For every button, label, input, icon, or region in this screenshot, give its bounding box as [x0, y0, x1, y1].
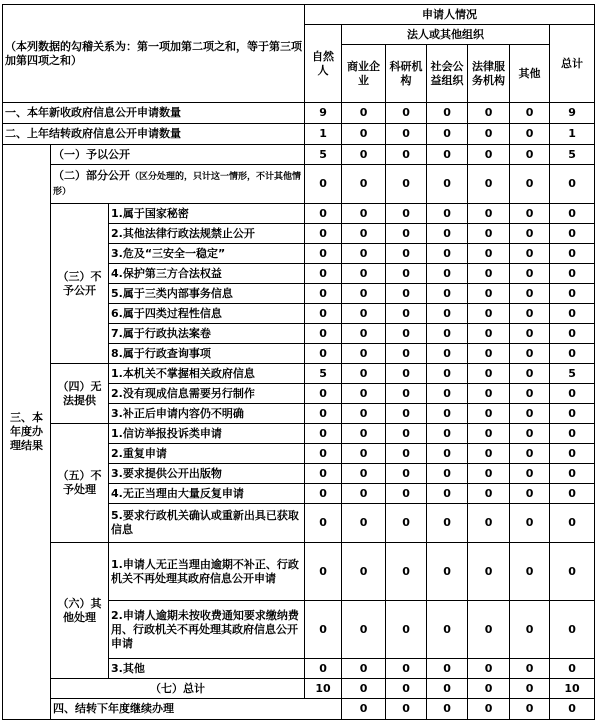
group-label: （六）其他处理 [51, 543, 109, 679]
row-label: 一、本年新收政府信息公开申请数量 [3, 103, 305, 124]
group-label: （五）不予处理 [51, 424, 109, 543]
row-label: 5.属于三类内部事务信息 [109, 284, 305, 304]
row-label: 1.信访举报投诉类申请 [109, 424, 305, 444]
research-header: 科研机构 [386, 45, 427, 103]
row-label: 2.没有现成信息需要另行制作 [109, 384, 305, 404]
group-label: （四）无法提供 [51, 364, 109, 424]
table-row: 6.属于四类过程性信息 0 0 0 0 0 0 0 [3, 304, 595, 324]
table-row: 一、本年新收政府信息公开申请数量 9 0 0 0 0 0 9 [3, 103, 595, 124]
group-label: （三）不予公开 [51, 204, 109, 364]
row-label: 4.无正当理由大量反复申请 [109, 484, 305, 504]
total-header: 总计 [550, 25, 595, 103]
row-label: 四、结转下年度继续办理 [51, 699, 342, 720]
commercial-header: 商业企业 [342, 45, 386, 103]
row-label: 3.危及“三安全一稳定” [109, 244, 305, 264]
row-label: （七）总计 [51, 679, 305, 699]
row-label: 4.保护第三方合法权益 [109, 264, 305, 284]
table-row: （四）无法提供 1.本机关不掌握相关政府信息 5 0 0 0 0 0 5 [3, 364, 595, 384]
table-row: 3.要求提供公开出版物 0 0 0 0 0 0 0 [3, 464, 595, 484]
row-label: 8.属于行政查询事项 [109, 344, 305, 364]
table-row: 2.重复申请 0 0 0 0 0 0 0 [3, 444, 595, 464]
table-row: 二、上年结转政府信息公开申请数量 1 0 0 0 0 0 1 [3, 124, 595, 145]
table-row: 2.申请人逾期未按收费通知要求缴纳费用、行政机关不再处理其政府信息公开申请 0 0 0 0 0 0 0 [3, 601, 595, 659]
row-label: 3.要求提供公开出版物 [109, 464, 305, 484]
table-row: 3.其他 0 0 0 0 0 0 0 [3, 659, 595, 679]
row-label: 5.要求行政机关确认或重新出具已获取信息 [109, 504, 305, 543]
row-label: 2.重复申请 [109, 444, 305, 464]
table-row: （三）不予公开 1.属于国家秘密 0 0 0 0 0 0 0 [3, 204, 595, 224]
table-row: 8.属于行政查询事项 0 0 0 0 0 0 0 [3, 344, 595, 364]
table-row: （五）不予处理 1.信访举报投诉类申请 0 0 0 0 0 0 0 [3, 424, 595, 444]
table-row: 2.没有现成信息需要另行制作 0 0 0 0 0 0 0 [3, 384, 595, 404]
row-label: 二、上年结转政府信息公开申请数量 [3, 124, 305, 145]
table-row: （七）总计 10 0 0 0 0 0 10 [3, 679, 595, 699]
table-row: 2.其他法律行政法规禁止公开 0 0 0 0 0 0 0 [3, 224, 595, 244]
table-row: 5.要求行政机关确认或重新出具已获取信息 0 0 0 0 0 0 0 [3, 504, 595, 543]
applicant-situation-header: 申请人情况 [305, 5, 595, 25]
row-label: （一）予以公开 [51, 145, 305, 165]
row-label: 1.申请人无正当理由逾期不补正、行政机关不再处理其政府信息公开申请 [109, 543, 305, 601]
statistics-table [2, 4, 595, 720]
table-note: （本列数据的勾稽关系为：第一项加第二项之和，等于第三项加第四项之和） [3, 5, 305, 103]
table-row: 3.危及“三安全一稳定” 0 0 0 0 0 0 0 [3, 244, 595, 264]
table-row: 5.属于三类内部事务信息 0 0 0 0 0 0 0 [3, 284, 595, 304]
section-three-label: 三、本年度办理结果 [3, 145, 51, 720]
row-label: 1.本机关不掌握相关政府信息 [109, 364, 305, 384]
table-row: 3.补正后申请内容仍不明确 0 0 0 0 0 0 0 [3, 404, 595, 424]
legal-service-header: 法律服务机构 [468, 45, 510, 103]
natural-person-header: 自然人 [305, 25, 342, 103]
row-label: 7.属于行政执法案卷 [109, 324, 305, 344]
table-row: （二）部分公开（区分处理的，只计这一情形，不计其他情形） 0 0 0 0 0 0 0 [3, 165, 595, 204]
row-label: 2.其他法律行政法规禁止公开 [109, 224, 305, 244]
social-welfare-header: 社会公益组织 [427, 45, 468, 103]
table-row: 4.无正当理由大量反复申请 0 0 0 0 0 0 0 [3, 484, 595, 504]
table-row: 三、本年度办理结果 （一）予以公开 5 0 0 0 0 0 5 [3, 145, 595, 165]
other-header: 其他 [510, 45, 550, 103]
table-row: 四、结转下年度继续办理 0 0 0 0 0 0 [3, 699, 595, 720]
table-row: （六）其他处理 1.申请人无正当理由逾期不补正、行政机关不再处理其政府信息公开申请 0 0 0 0 0 0 0 [3, 543, 595, 601]
row-label: 6.属于四类过程性信息 [109, 304, 305, 324]
row-label: 3.补正后申请内容仍不明确 [109, 404, 305, 424]
table-row: 7.属于行政执法案卷 0 0 0 0 0 0 0 [3, 324, 595, 344]
row-label: 3.其他 [109, 659, 305, 679]
table-row: 4.保护第三方合法权益 0 0 0 0 0 0 0 [3, 264, 595, 284]
row-label: 2.申请人逾期未按收费通知要求缴纳费用、行政机关不再处理其政府信息公开申请 [109, 601, 305, 659]
legal-or-other-header: 法人或其他组织 [342, 25, 550, 45]
row-label: （二）部分公开（区分处理的，只计这一情形，不计其他情形） [51, 165, 305, 204]
row-sublabel: （区分处理的，只计这一情形，不计其他情形） [53, 172, 302, 197]
row-label: 1.属于国家秘密 [109, 204, 305, 224]
